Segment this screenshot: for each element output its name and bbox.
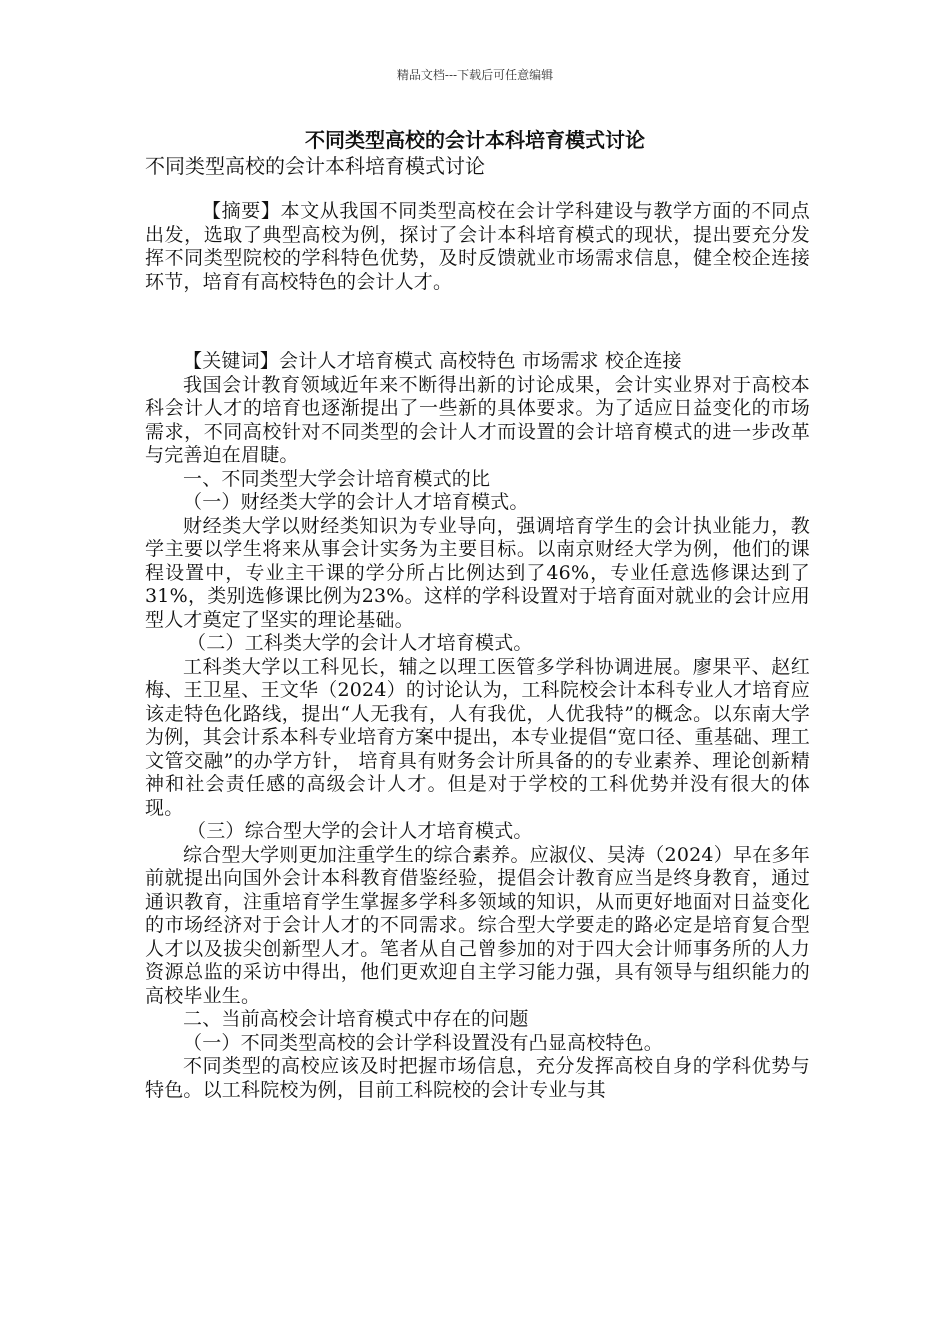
document-title: 不同类型高校的会计本科培育模式讨论 — [305, 128, 645, 152]
document-body — [145, 200, 810, 1102]
section-1-3-paragraph: 综合型大学则更加注重学生的综合素养。应淑仪、吴涛（2024）早在多年前就提出向国外会计本科教育借鉴经验，提倡会计教育应当是终身教育，通过通识教育，注重培育学生掌握多学科多领域的知识，从而更好地面对日益变化的市场经济对于会计人才的不同需求。综合型大学要走的路必定是培育复合型人才以及拔尖创新型人才。笔者从自己曾参加的对于四大会计师事务所的人力资源总监的采访中得出，他们更欢迎自主学习能力强，具有领导与组织能力的高校毕业生。 — [145, 843, 810, 1007]
abstract-paragraph: 【摘要】本文从我国不同类型高校在会计学科建设与教学方面的不同点出发，选取了典型高校为例，探讨了会计本科培育模式的现状，提出要充分发挥不同类型院校的学科特色优势，及时反馈就业市场需求信息，健全校企连接环节，培育有高校特色的会计人才。 — [145, 200, 810, 293]
section-2-1-heading: （一）不同类型高校的会计学科设置没有凸显高校特色。 — [183, 1031, 664, 1054]
header-note: 精品文档---下载后可任意编辑 — [396, 68, 554, 82]
intro-paragraph: 我国会计教育领域近年来不断得出新的讨论成果，会计实业界对于高校本科会计人才的培育也逐渐提出了一些新的具体要求。为了适应日益变化的市场需求，不同高校针对不同类型的会计人才而设置的会计培育模式的进一步改革与完善迫在眉睫。 — [145, 373, 810, 466]
section-1-1-heading: （一）财经类大学的会计人才培育模式。 — [183, 491, 529, 513]
section-1-3-heading: （三）综合型大学的会计人才培育模式。 — [187, 820, 533, 842]
document-subtitle: 不同类型高校的会计本科培育模式讨论 — [145, 154, 485, 178]
section-1-heading: 一、不同类型大学会计培育模式的比 — [183, 467, 491, 490]
keywords-paragraph: 【关键词】会计人才培育模式 高校特色 市场需求 校企连接 — [183, 350, 682, 372]
section-1-1-paragraph: 财经类大学以财经类知识为专业导向，强调培育学生的会计执业能力，教学主要以学生将来从事会计实务为主要目标。以南京财经大学为例，他们的课程设置中，专业主干课的学分所占比例达到了46%，专业任意选修课达到了31%，类别选修课比例为23%。这样的学科设置对于培育面对就业的会计应用型人才奠定了坚实的理论基础。 — [145, 514, 810, 631]
section-1-2-heading: （二）工科类大学的会计人才培育模式。 — [187, 632, 533, 654]
section-2-heading: 二、当前高校会计培育模式中存在的问题 — [183, 1008, 529, 1030]
section-1-2-paragraph: 工科类大学以工科见长，辅之以理工医管多学科协调进展。廖果平、赵红梅、王卫星、王文华（2024）的讨论认为，工科院校会计本科专业人才培育应该走特色化路线，提出“人无我有，人有我优，人优我特”的概念。以东南大学为例，其会计系本科专业培育方案中提出，本专业提倡“宽口径、重基础、理工文管交融”的办学方针， 培育具有财务会计所具备的的专业素养、理论创新精神和社会责任感的高级会计人才。但是对于学校的工科优势并没有很大的体现。 — [145, 655, 810, 819]
section-2-1-paragraph: 不同类型的高校应该及时把握市场信息，充分发挥高校自身的学科优势与特色。以工科院校为例，目前工科院校的会计专业与其 — [145, 1055, 810, 1101]
